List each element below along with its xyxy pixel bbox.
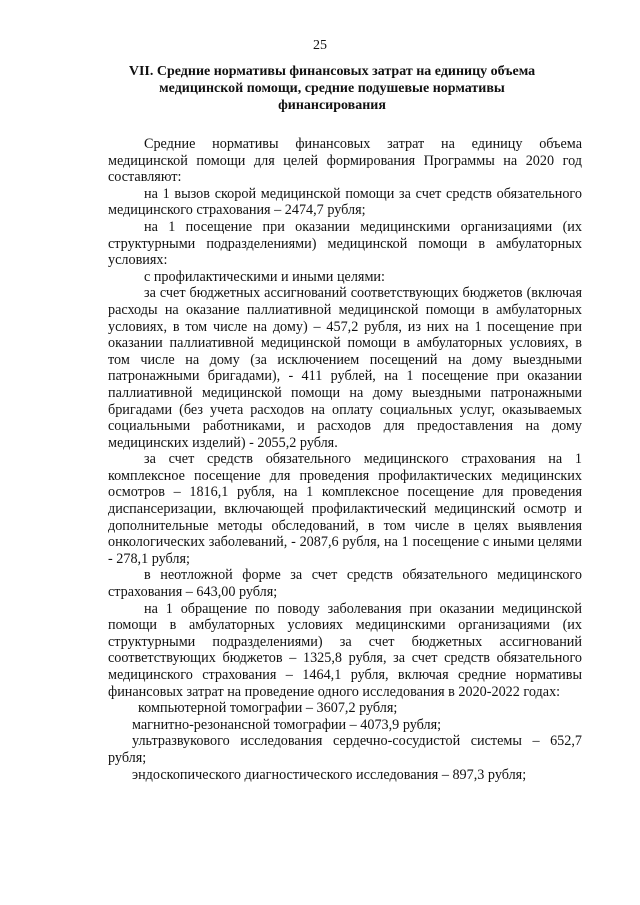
paragraph-disease-appeal: на 1 обращение по поводу заболевания при оказании медицинской помощи в амбулаторных условиях медицинскими организациями (их структурными подразделениями) за счет бюджетных ассигнований соответствующих бюджетов – 1325,8 рубля, за счет средств обязательного медицинского страхования – 1464,1 рубля, включая средние нормативы финансовых затрат на проведение одного исследования в 2020-2022 годах: <box>108 600 582 700</box>
paragraph-outpatient-visit: на 1 посещение при оказании медицинскими организациями (их структурными подразделениями) медицинской помощи в амбулаторных условиях: <box>108 218 582 269</box>
list-item-mri: магнитно-резонансной томографии – 4073,9 рубля; <box>132 716 442 733</box>
list-item-endoscopy: эндоскопического диагностического исследования – 897,3 рубля; <box>132 766 527 783</box>
page-number: 25 <box>313 38 327 53</box>
document-body <box>108 136 582 783</box>
paragraph-urgent-form: в неотложной форме за счет средств обязательного медицинского страхования – 643,00 рубля; <box>108 567 582 601</box>
paragraph-oms-complex-visit: за счет средств обязательного медицинского страхования на 1 комплексное посещение для проведения профилактических медицинских осмотров – 1816,1 рубля, на 1 комплексное посещение для проведения диспансеризации, включающей профилактический медицинский осмотр и дополнительные методы обследований, в том числе в целях выявления онкологических заболеваний, - 2087,6 рубля, на 1 посещение с иными целями - 278,1 рубля; <box>108 451 582 567</box>
list-item-ct: компьютерной томографии – 3607,2 рубля; <box>138 700 398 717</box>
paragraph-intro: Средние нормативы финансовых затрат на единицу объема медицинской помощи для целей формирования Программы на 2020 год составляют: <box>108 136 582 186</box>
heading-line-3: финансирования <box>278 98 386 113</box>
paragraph-budget-allocations: за счет бюджетных ассигнований соответствующих бюджетов (включая расходы на оказание паллиативной медицинской помощи в амбулаторных условиях, в том числе на дому) – 457,2 рубля, из них на 1 посещение при оказании паллиативной медицинской помощи в амбулаторных условиях, в том числе на дому (за исключением посещений на дому выездными патронажными бригадами), - 411 рублей, на 1 посещение при оказании паллиативной медицинской помощи на дому выездными патронажными бригадами (без учета расходов на оплату социальных услуг, оказываемых социальными работниками, и расходов для предоставления на дому медицинских изделий) - 2055,2 рубля. <box>108 285 582 451</box>
list-item-ultrasound: ультразвукового исследования сердечно-сосудистой системы – 652,7 рубля; <box>108 733 582 766</box>
heading-line-1: VII. Средние нормативы финансовых затрат на единицу объема <box>128 64 536 79</box>
paragraph-ambulance-call: на 1 вызов скорой медицинской помощи за счет средств обязательного медицинского страхования – 2474,7 рубля; <box>108 185 582 219</box>
heading-line-2: медицинской помощи, средние подушевые нормативы <box>159 81 505 96</box>
paragraph-preventive-purposes: с профилактическими и иными целями: <box>144 268 385 285</box>
section-heading <box>102 63 562 114</box>
